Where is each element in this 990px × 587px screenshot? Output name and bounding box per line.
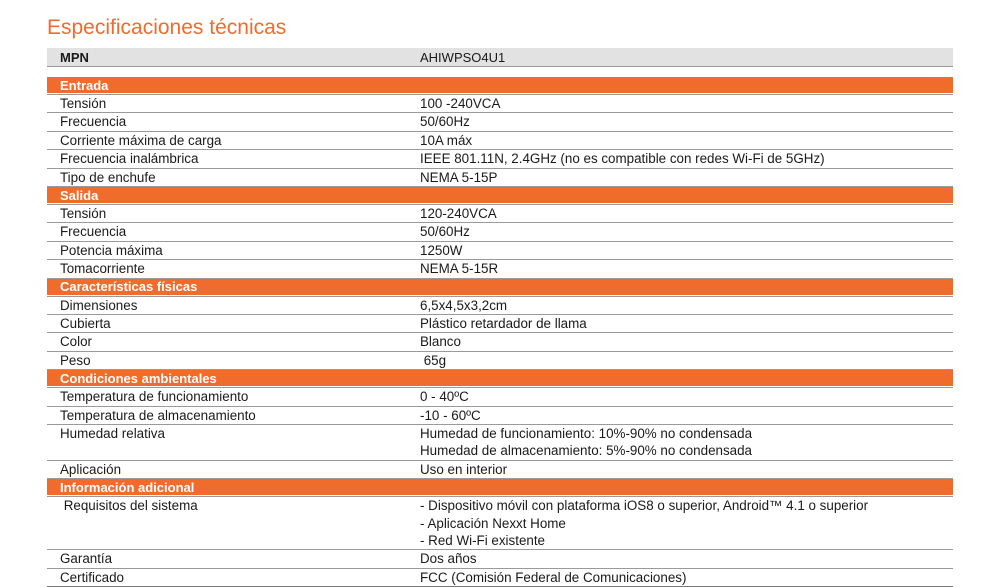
spec-value <box>420 388 953 405</box>
spec-key: Tipo de enchufe <box>60 169 156 185</box>
section-header: Condiciones ambientales <box>47 370 953 387</box>
spec-key: Frecuencia <box>60 114 127 130</box>
spec-key: Certificado <box>60 569 125 585</box>
spec-key: Frecuencia <box>60 224 127 240</box>
spec-sections <box>47 77 953 587</box>
mpn-row <box>47 48 953 67</box>
spec-key: Tensión <box>60 96 107 111</box>
spec-row <box>47 94 953 113</box>
spec-value-line: Humedad de funcionamiento: 10%-90% no condensada <box>420 426 753 442</box>
spec-row <box>47 496 953 550</box>
spec-value-line: 50/60Hz <box>420 224 470 240</box>
spec-key: Frecuencia inalámbrica <box>60 151 199 167</box>
spec-row <box>47 242 953 260</box>
spec-row <box>47 204 953 223</box>
spec-row <box>47 461 953 479</box>
spec-row <box>47 150 953 168</box>
spec-value-line: 65g <box>420 352 447 368</box>
spec-value-line: - Red Wi-Fi existente <box>420 533 546 549</box>
spec-value-line: 50/60Hz <box>420 114 470 130</box>
spec-value-line: NEMA 5-15P <box>420 169 498 185</box>
spec-value-line: 10A máx <box>420 132 473 148</box>
spec-key: Peso <box>60 352 91 368</box>
spec-value-line: 100 -240VCA <box>420 96 501 111</box>
spec-key: Tensión <box>60 206 107 222</box>
spec-value <box>420 315 953 332</box>
spec-key: Color <box>60 334 92 350</box>
section-header: Características físicas <box>47 279 953 296</box>
section-header: Salida <box>47 187 953 204</box>
spec-value-line: NEMA 5-15R <box>420 261 499 277</box>
spec-value-line: 6,5x4,5x3,2cm <box>420 297 508 313</box>
spec-value <box>420 497 953 549</box>
spec-row <box>47 550 953 568</box>
spec-value <box>420 260 953 277</box>
spec-value <box>420 169 953 186</box>
spec-value-line: Plástico retardador de llama <box>420 316 587 332</box>
spec-value-line: 0 - 40ºC <box>420 389 469 405</box>
spec-value-line: - Aplicación Nexxt Home <box>420 515 566 531</box>
spec-row <box>47 223 953 241</box>
spec-table <box>47 48 953 587</box>
spec-key: Temperatura de almacenamiento <box>60 407 256 423</box>
spec-value-line: Humedad de almacenamiento: 5%-90% no condensada <box>420 443 753 459</box>
mpn-value: AHIWPSO4U1 <box>420 49 506 65</box>
spec-value-line: 1250W <box>420 242 463 258</box>
spec-row <box>47 352 953 370</box>
spec-value-line: -10 - 60ºC <box>420 407 481 423</box>
spec-value-line: 120-240VCA <box>420 206 497 222</box>
spec-key: Temperatura de funcionamiento <box>60 389 249 405</box>
spec-key: Humedad relativa <box>60 426 165 442</box>
spec-value <box>420 407 953 424</box>
spec-value <box>420 425 953 460</box>
spec-key: Corriente máxima de carga <box>60 132 222 148</box>
spec-row <box>47 425 953 461</box>
spec-value <box>420 223 953 240</box>
spec-value-line: FCC (Comisión Federal de Comunicaciones) <box>420 569 687 585</box>
mpn-label: MPN <box>60 49 89 65</box>
spec-row <box>47 387 953 406</box>
spec-row <box>47 260 953 278</box>
spec-key: Garantía <box>60 551 113 567</box>
spec-key: Aplicación <box>60 461 122 477</box>
spec-value <box>420 569 953 586</box>
spec-value <box>420 333 953 350</box>
spec-row <box>47 169 953 187</box>
spec-value-line: Blanco <box>420 334 461 350</box>
spec-row <box>47 296 953 315</box>
spec-key: Potencia máxima <box>60 242 163 258</box>
spec-value <box>420 132 953 149</box>
section-header: Información adicional <box>47 479 953 496</box>
section-header: Entrada <box>47 77 953 94</box>
spec-value <box>420 113 953 130</box>
page-title: Especificaciones técnicas <box>47 16 287 39</box>
spec-value <box>420 242 953 259</box>
spec-value <box>420 297 953 314</box>
spec-row <box>47 132 953 150</box>
spec-row <box>47 315 953 333</box>
spec-value <box>420 461 953 478</box>
spec-key: Dimensiones <box>60 297 138 313</box>
spec-value-line: Dos años <box>420 551 477 567</box>
spec-key: Cubierta <box>60 316 111 332</box>
spec-value <box>420 352 953 369</box>
spec-value <box>420 150 953 167</box>
spec-row <box>47 113 953 131</box>
spec-key: Tomacorriente <box>60 261 145 277</box>
spec-key: Requisitos del sistema <box>60 498 198 514</box>
spec-value <box>420 205 953 222</box>
spec-value <box>420 550 953 567</box>
spec-value-line: Uso en interior <box>420 461 508 477</box>
spec-row <box>47 333 953 351</box>
spec-value-line: IEEE 801.11N, 2.4GHz (no es compatible con redes Wi-Fi de 5GHz) <box>420 151 825 167</box>
spec-value-line: - Dispositivo móvil con plataforma iOS8 o superior, Android™ 4.1 o superior <box>420 498 869 514</box>
spec-row <box>47 407 953 425</box>
spec-value <box>420 95 953 112</box>
spec-row <box>47 569 953 587</box>
